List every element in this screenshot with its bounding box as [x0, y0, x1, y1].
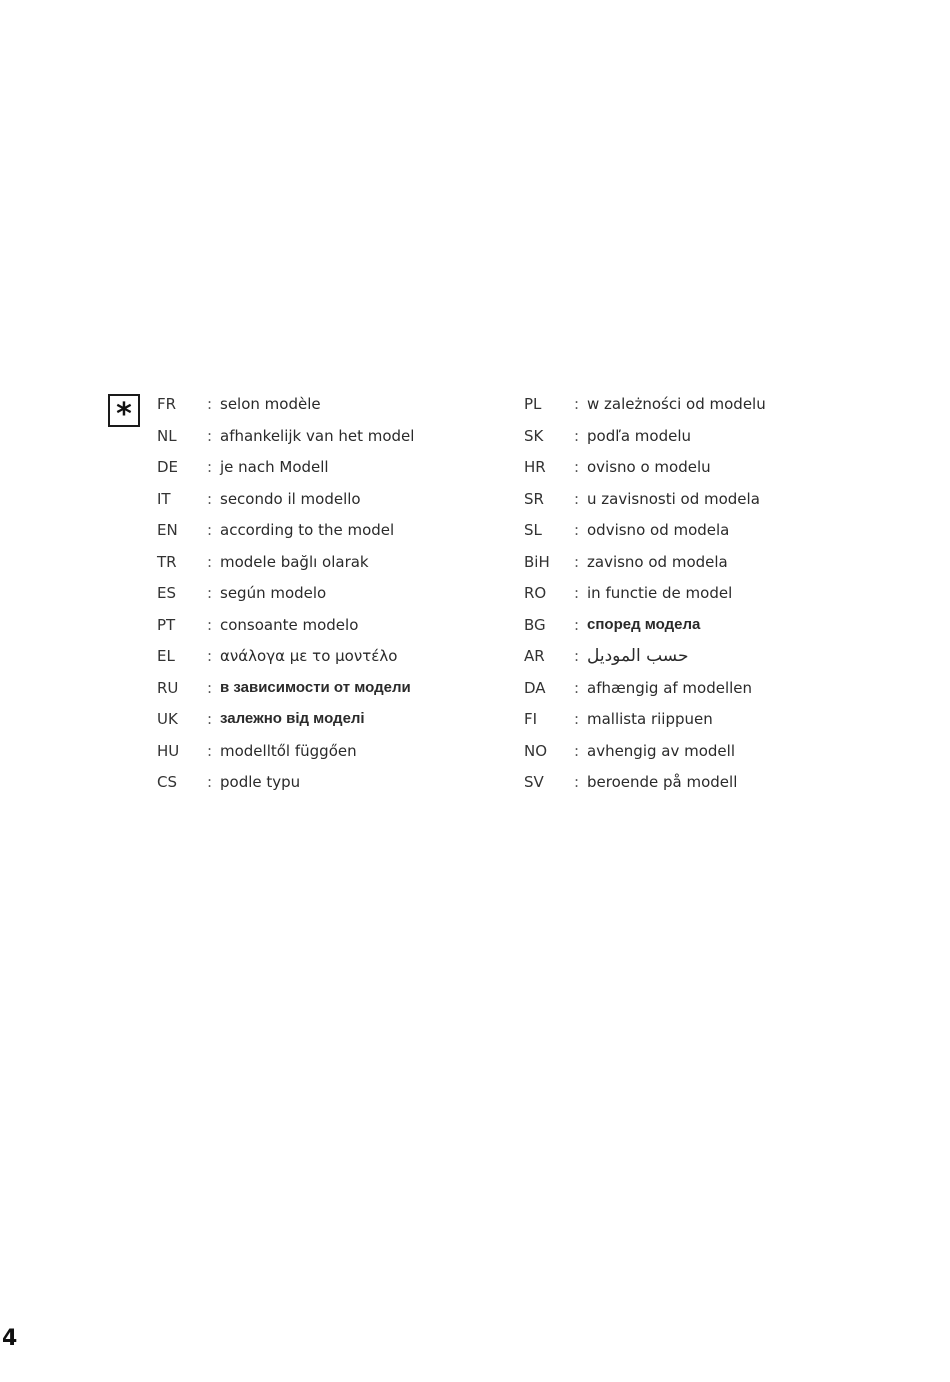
translation-text: afhængig af modellen	[587, 678, 753, 697]
separator-colon: :	[574, 458, 580, 476]
language-code: RO	[524, 584, 547, 602]
translation-text: залежно від моделі	[220, 710, 365, 727]
language-code: RU	[157, 678, 179, 697]
separator-colon: :	[207, 773, 213, 791]
separator-colon: :	[574, 426, 580, 445]
translation-text: beroende på modell	[587, 773, 738, 791]
language-code: TR	[157, 552, 177, 571]
language-code: HR	[524, 458, 546, 476]
separator-colon: :	[574, 584, 580, 602]
separator-colon: :	[574, 647, 580, 665]
asterisk-symbol-box	[108, 394, 140, 432]
translation-text: afhankelijk van het model	[220, 426, 415, 445]
separator-colon: :	[574, 741, 580, 760]
separator-colon: :	[574, 489, 580, 508]
separator-colon: :	[207, 521, 213, 539]
translation-text: consoante modelo	[220, 615, 359, 634]
separator-colon: :	[207, 678, 213, 697]
language-code: HU	[157, 741, 180, 760]
translation-text: podle typu	[220, 773, 301, 791]
translation-text: odvisno od modela	[587, 521, 730, 539]
language-code: FR	[157, 395, 177, 413]
translation-text: modele bağlı olarak	[220, 552, 369, 571]
translation-text: in functie de model	[587, 584, 733, 602]
language-code: DE	[157, 458, 179, 476]
translation-text: според модела	[587, 615, 701, 633]
language-code: EN	[157, 521, 178, 539]
language-code: PL	[524, 395, 542, 413]
separator-colon: :	[207, 647, 213, 665]
separator-colon: :	[207, 741, 213, 760]
translation-text: zavisno od modela	[587, 552, 728, 571]
translation-text: ανάλογα με το μοντέλο	[220, 647, 398, 665]
language-code: DA	[524, 678, 546, 697]
translation-text: secondo il modello	[220, 489, 361, 508]
translation-text: according to the model	[220, 521, 395, 539]
translation-text: según modelo	[220, 584, 327, 602]
language-code: NL	[157, 426, 177, 445]
language-code: BiH	[524, 552, 550, 571]
separator-colon: :	[574, 710, 580, 728]
asterisk-icon: *	[116, 397, 132, 432]
language-code: FI	[524, 710, 538, 728]
language-code: EL	[157, 647, 175, 665]
separator-colon: :	[574, 773, 580, 791]
language-code: NO	[524, 741, 548, 760]
language-code: SV	[524, 773, 544, 791]
separator-colon: :	[574, 521, 580, 539]
translation-text: в зависимости от модели	[220, 678, 411, 696]
language-code: SL	[524, 521, 542, 539]
translation-text: avhengig av modell	[587, 741, 736, 760]
translation-text: u zavisnosti od modela	[587, 489, 760, 508]
language-code: CS	[157, 773, 177, 791]
separator-colon: :	[574, 678, 580, 697]
language-code: PT	[157, 615, 176, 634]
separator-colon: :	[207, 552, 213, 571]
separator-colon: :	[207, 395, 213, 413]
separator-colon: :	[207, 584, 213, 602]
translation-text: حسب الموديل	[587, 646, 689, 666]
separator-colon: :	[207, 458, 213, 476]
separator-colon: :	[574, 395, 580, 413]
translation-text: w zależności od modelu	[587, 395, 766, 413]
language-code: SR	[524, 489, 544, 508]
language-code: IT	[157, 489, 171, 508]
separator-colon: :	[207, 489, 213, 508]
translation-text: mallista riippuen	[587, 710, 713, 728]
language-code: ES	[157, 584, 176, 602]
separator-colon: :	[207, 426, 213, 445]
translation-text: ovisno o modelu	[587, 458, 711, 476]
language-code: UK	[157, 710, 178, 728]
separator-colon: :	[207, 710, 213, 728]
language-code: SK	[524, 426, 544, 445]
translation-text: selon modèle	[220, 395, 321, 413]
language-code: BG	[524, 615, 546, 634]
translation-text: podľa modelu	[587, 426, 692, 445]
separator-colon: :	[574, 615, 580, 634]
page-number: 4	[2, 1326, 18, 1351]
translation-text: je nach Modell	[220, 458, 329, 476]
translation-text: modelltől függően	[220, 741, 357, 760]
language-code: AR	[524, 647, 545, 665]
separator-colon: :	[574, 552, 580, 571]
separator-colon: :	[207, 615, 213, 634]
